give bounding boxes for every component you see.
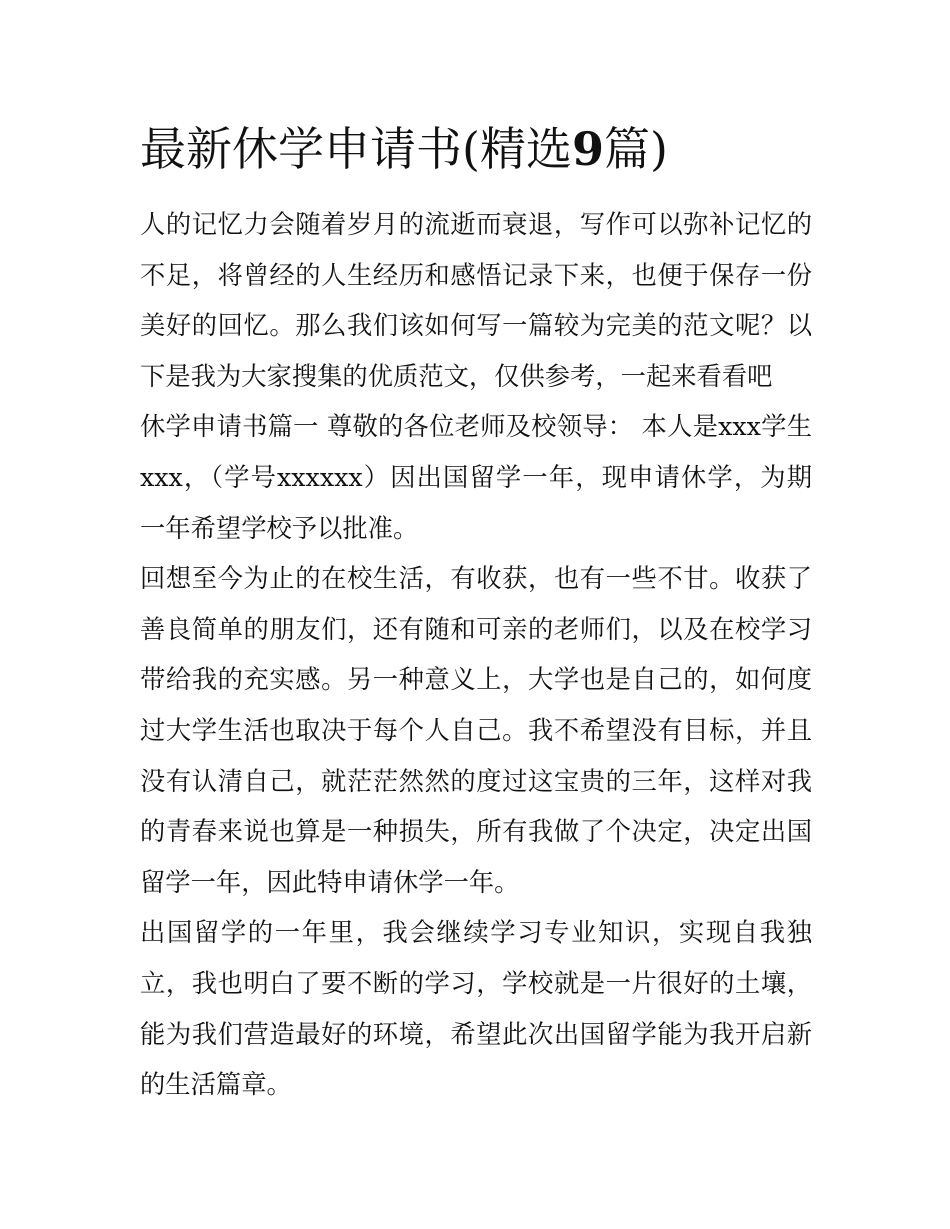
title-suffix: 篇) [603, 122, 668, 176]
paragraph-plan: 出国留学的一年里，我会继续学习专业知识，实现自我独立，我也明白了要不断的学习，学校就是一片很好的土壤，能为我们营造最好的环境，希望此次出国留学能为我开启新的生活篇章。 [140, 918, 812, 1100]
paragraph-reflection: 回想至今为止的在校生活，有收获，也有一些不甘。收获了善良简单的朋友们，还有随和可亲的老师们，以及在校学习带给我的充实感。另一种意义上，大学也是自己的，如何度过大学生活也取决于每个人自己。我不希望没有目标，并且没有认清自己，就茫茫然然的度过这宝贵的三年，这样对我的青春来说也算是一种损失，所有我做了个决定，决定出国留学一年，因此特申请休学一年。 [140, 564, 812, 897]
paragraph-application: 休学申请书篇一 尊敬的各位老师及校领导： 本人是xxx学生xxx，（学号xxxxxx）因出国留学一年，现申请休学，为期一年希望学校予以批准。 [140, 412, 812, 543]
paragraph-intro: 人的记忆力会随着岁月的流逝而衰退，写作可以弥补记忆的不足，将曾经的人生经历和感悟记录下来，也便于保存一份美好的回忆。那么我们该如何写一篇较为完美的范文呢？以下是我为大家搜集的优质范文，仅供参考，一起来看看吧 [140, 210, 812, 391]
document-body [140, 112, 812, 1111]
title-prefix: 最新休学申请书(精选 [140, 122, 572, 176]
document-title [140, 112, 812, 186]
title-number: 9 [571, 122, 604, 176]
